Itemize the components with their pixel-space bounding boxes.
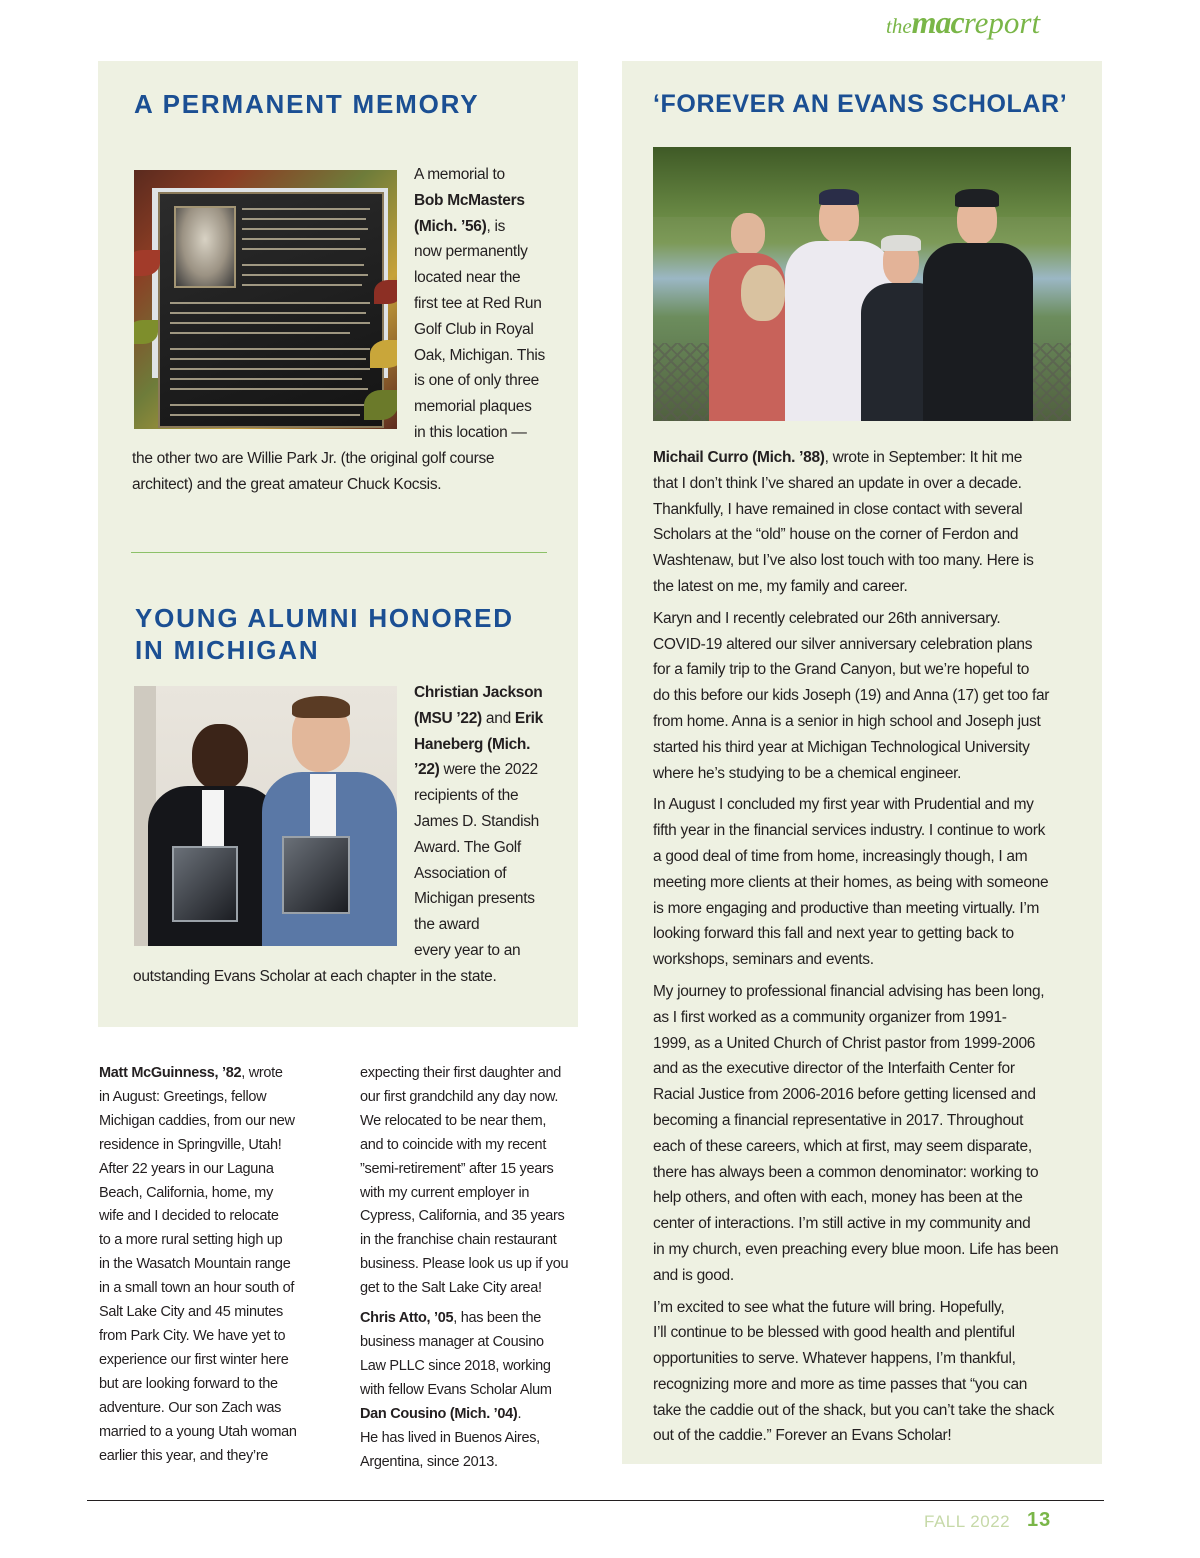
foliage: [374, 280, 397, 304]
text-line: in this location —: [414, 423, 527, 441]
text-span: , is: [486, 217, 506, 235]
foliage: [370, 340, 397, 368]
text-line: He has lived in Buenos Aires,: [360, 1429, 540, 1446]
mcguinness-atto-column-2: [360, 1062, 590, 1474]
person-head: [731, 213, 765, 255]
person-shirt: [923, 243, 1033, 421]
plaque-text-line: [242, 284, 362, 286]
text-line: expecting their first daughter and: [360, 1065, 561, 1081]
footer-rule: [87, 1500, 1104, 1501]
text-line: and to coincide with my recent: [360, 1136, 547, 1153]
text-line: COVID-19 altered our silver anniversary celebration plans: [653, 635, 1033, 653]
text-line: from Park City. We have yet to: [99, 1327, 286, 1344]
text-line: there has always been a common denominator: working to: [653, 1163, 1039, 1181]
plaque-text-line: [170, 322, 370, 324]
plaque-text-line: [242, 264, 364, 266]
plaque-text-line: [242, 274, 368, 276]
text-line: with fellow Evans Scholar Alum: [360, 1381, 552, 1398]
text-line: I’ll continue to be blessed with good health and plentiful: [653, 1324, 1015, 1342]
plaque-text-line: [170, 348, 370, 350]
award-plaque: [282, 836, 350, 914]
mcguinness-column-1: [99, 1062, 349, 1468]
text-line: becoming a financial representative in 2017. Throughout: [653, 1111, 1024, 1129]
text-line: now permanently: [414, 243, 528, 261]
plaque-text-line: [170, 332, 350, 334]
text-line: business. Please look us up if you: [360, 1256, 569, 1273]
plaque-portrait: [174, 206, 236, 288]
family-photo: [653, 147, 1071, 421]
young-alumni-full-text: [133, 964, 573, 990]
text-line: in August: Greetings, fellow: [99, 1088, 267, 1105]
bold-name: (Mich. ’56): [414, 217, 487, 235]
foliage: [364, 390, 397, 420]
text-line: the award: [414, 916, 480, 934]
plaque-text-line: [170, 378, 362, 380]
dog: [741, 265, 785, 321]
text-line: as I first worked as a community organizer from 1991-: [653, 1008, 1007, 1026]
plaque-text-line: [170, 388, 368, 390]
text-line: meeting more clients at their homes, as being with someone: [653, 873, 1049, 891]
text-line: and is good.: [653, 1266, 734, 1284]
tree-canopy: [653, 147, 1071, 217]
text-line: wife and I decided to relocate: [99, 1208, 279, 1225]
plaque-text-line: [170, 312, 366, 314]
text-line: to a more rural setting high up: [99, 1232, 283, 1249]
text-line: Law PLLC since 2018, working: [360, 1357, 551, 1374]
masthead-logo: [886, 4, 1096, 44]
plaque-text-line: [170, 404, 366, 406]
text-line: and as the executive director of the Interfaith Center for: [653, 1060, 1015, 1078]
section-divider: [131, 552, 547, 553]
text-line: every year to an: [414, 941, 521, 959]
text-line: the other two are Willie Park Jr. (the original golf course: [132, 450, 495, 467]
text-line: located near the: [414, 269, 521, 287]
text-line: get to the Salt Lake City area!: [360, 1280, 542, 1297]
bold-name: Dan Cousino (Mich. ’04): [360, 1405, 518, 1422]
bold-name: Haneberg (Mich.: [414, 735, 531, 753]
award-plaque: [172, 846, 238, 922]
text-line: [414, 188, 574, 214]
text-line: married to a young Utah woman: [99, 1423, 297, 1440]
text-line: [414, 757, 574, 783]
young-alumni-title: [135, 602, 514, 666]
text-line: business manager at Cousino: [360, 1333, 544, 1350]
plaque-text-line: [242, 228, 368, 230]
text-line: in the franchise chain restaurant: [360, 1232, 557, 1249]
page-number: 13: [1027, 1509, 1052, 1531]
permanent-memory-full-text: [132, 446, 572, 498]
text-line: Thankfully, I have remained in close contact with several: [653, 500, 1023, 518]
award-recipients-photo: [134, 686, 397, 946]
plaque-text-line: [242, 248, 366, 250]
text-line: [414, 680, 574, 706]
text-line: [99, 1062, 349, 1086]
plaque-text-line: [170, 414, 360, 416]
text-line: [360, 1307, 590, 1331]
text-line: memorial plaques: [414, 398, 532, 416]
text-line: residence in Springville, Utah!: [99, 1136, 282, 1153]
issue-label: FALL 2022: [924, 1512, 1011, 1531]
text-line: Karyn and I recently celebrated our 26th anniversary.: [653, 609, 1001, 627]
text-line: Scholars at the “old” house on the corner of Ferdon and: [653, 526, 1019, 544]
plaque-text-line: [170, 358, 366, 360]
title-line: IN MICHIGAN: [135, 635, 320, 665]
text-line: Award. The Golf: [414, 838, 521, 856]
text-line: that I don’t think I’ve shared an update in over a decade.: [653, 474, 1022, 492]
bold-name: Erik: [514, 709, 544, 727]
text-span: .: [517, 1405, 522, 1422]
forever-body: [653, 445, 1083, 1449]
forever-title: ‘FOREVER AN EVANS SCHOLAR’: [653, 90, 1068, 118]
text-line: Beach, California, home, my: [99, 1184, 274, 1201]
text-line: James D. Standish: [414, 812, 539, 830]
text-span: , has been the: [453, 1310, 541, 1327]
text-line: earlier this year, and they’re: [99, 1447, 269, 1464]
person-head: [192, 724, 248, 790]
text-line: is more engaging and productive than meeting virtually. I’m: [653, 899, 1040, 917]
bold-name: Chris Atto, ’05: [360, 1310, 454, 1327]
person-hair: [292, 696, 350, 718]
text-line: We relocated to be near them,: [360, 1112, 547, 1129]
cap: [819, 189, 859, 205]
text-line: Cypress, California, and 35 years: [360, 1208, 565, 1225]
text-line: in the Wasatch Mountain range: [99, 1256, 291, 1273]
text-line: is one of only three: [414, 372, 539, 390]
text-line: for a family trip to the Grand Canyon, but we’re hopeful to: [653, 661, 1030, 679]
text-line: adventure. Our son Zach was: [99, 1399, 282, 1416]
text-line: Golf Club in Royal: [414, 320, 534, 338]
memorial-plaque-photo: [134, 170, 397, 429]
text-line: but are looking forward to the: [99, 1375, 278, 1392]
plaque-text-line: [242, 238, 360, 240]
text-line: In August I concluded my first year with Prudential and my: [653, 796, 1034, 814]
masthead-mac: mac: [911, 4, 964, 40]
text-line: opportunities to serve. Whatever happens, I’m thankful,: [653, 1350, 1016, 1368]
text-line: Michigan caddies, from our new: [99, 1112, 295, 1129]
text-line: [653, 445, 1083, 471]
text-line: A memorial to: [414, 166, 505, 183]
text-line: take the caddie out of the shack, but you can’t take the shack: [653, 1401, 1055, 1419]
bold-name: Christian Jackson: [414, 684, 543, 701]
text-line: I’m excited to see what the future will bring. Hopefully,: [653, 1298, 1005, 1316]
cap: [881, 235, 921, 251]
text-line: recognizing more and more as time passes that “you can: [653, 1375, 1028, 1393]
title-line: YOUNG ALUMNI HONORED: [135, 603, 514, 633]
text-line: center of interactions. I’m still active in my community and: [653, 1215, 1031, 1233]
plaque-text-line: [242, 208, 370, 210]
text-line: recipients of the: [414, 787, 519, 805]
text-line: workshops, seminars and events.: [653, 951, 874, 969]
text-line: Washtenaw, but I’ve also lost touch with too many. Here is: [653, 552, 1034, 570]
text-line: each of these careers, which at first, may seem disparate,: [653, 1137, 1032, 1155]
bold-name: Bob McMasters: [414, 191, 525, 209]
text-line: out of the caddie.” Forever an Evans Scholar!: [653, 1427, 952, 1445]
text-line: [414, 706, 574, 732]
text-span: were the 2022: [439, 761, 538, 779]
text-line: [360, 1403, 590, 1427]
masthead-the: the: [886, 14, 912, 38]
text-line: where he’s studying to be a chemical engineer.: [653, 764, 962, 782]
text-line: outstanding Evans Scholar at each chapter in the state.: [133, 968, 497, 985]
text-line: Argentina, since 2013.: [360, 1453, 498, 1470]
text-line: looking forward this fall and next year to getting back to: [653, 925, 1014, 943]
text-line: help others, and often with each, money has been at the: [653, 1189, 1023, 1207]
bold-name: Michail Curro (Mich. ’88): [653, 449, 825, 466]
text-line: from home. Anna is a senior in high school and Joseph just: [653, 712, 1041, 730]
bold-name: ’22): [414, 761, 440, 779]
text-line: 1999, as a United Church of Christ pastor from 1999-2006: [653, 1034, 1036, 1052]
text-line: do this before our kids Joseph (19) and Anna (17) get too far: [653, 687, 1050, 705]
text-line: our first grandchild any day now.: [360, 1088, 559, 1105]
text-line: My journey to professional financial advising has been long,: [653, 982, 1045, 1000]
young-alumni-wrap-text: [414, 680, 574, 964]
text-line: Salt Lake City and 45 minutes: [99, 1304, 283, 1321]
bold-name: Matt McGuinness, ’82: [99, 1065, 242, 1081]
text-line: Association of: [414, 864, 507, 882]
cap: [955, 189, 999, 207]
text-line: started his third year at Michigan Technological University: [653, 738, 1030, 756]
text-line: ”semi-retirement” after 15 years: [360, 1160, 554, 1177]
text-line: with my current employer in: [360, 1184, 530, 1201]
plaque-board: [158, 192, 384, 428]
text-line: first tee at Red Run: [414, 294, 542, 312]
text-span: , wrote: [241, 1065, 283, 1081]
plaque-text-line: [170, 368, 370, 370]
text-line: [414, 732, 574, 758]
text-line: in my church, even preaching every blue moon. Life has been: [653, 1240, 1059, 1258]
text-line: fifth year in the financial services industry. I continue to work: [653, 822, 1046, 840]
text-line: experience our first winter here: [99, 1351, 289, 1368]
person-shirt: [310, 774, 336, 844]
plaque-text-line: [242, 218, 366, 220]
permanent-memory-title: A PERMANENT MEMORY: [134, 89, 480, 119]
text-line: a good deal of time from home, increasingly though, I am: [653, 847, 1028, 865]
plaque-text-line: [170, 302, 370, 304]
text-span: and: [481, 709, 515, 727]
text-line: architect) and the great amateur Chuck Kocsis.: [132, 475, 442, 493]
permanent-memory-wrap-text: [414, 162, 574, 446]
bold-name: (MSU ’22): [414, 709, 482, 727]
text-line: the latest on me, my family and career.: [653, 577, 908, 595]
text-line: Michigan presents: [414, 890, 535, 908]
masthead-report: report: [963, 5, 1041, 40]
text-line: After 22 years in our Laguna: [99, 1160, 274, 1177]
text-span: , wrote in September: It hit me: [824, 449, 1023, 466]
text-line: Oak, Michigan. This: [414, 346, 545, 364]
text-line: in a small town an hour south of: [99, 1280, 295, 1297]
text-line: Racial Justice from 2006-2016 before getting licensed and: [653, 1086, 1036, 1104]
text-line: [414, 214, 574, 240]
